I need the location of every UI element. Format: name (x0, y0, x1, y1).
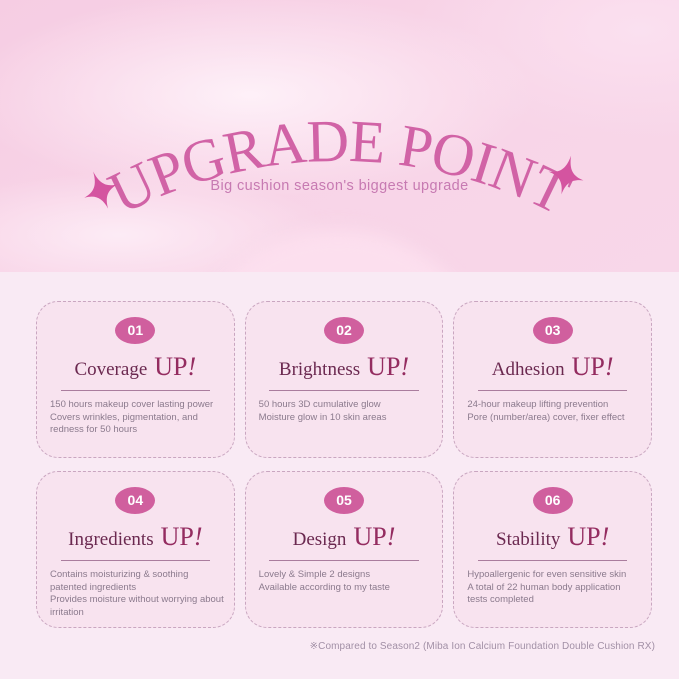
header-banner (0, 0, 679, 272)
card-title-text: Brightness (278, 359, 361, 380)
upgrade-card-stability (453, 471, 652, 628)
exclamation-mark: ! (600, 522, 610, 551)
card-title-text: Coverage (74, 359, 148, 380)
card-number-badge: 05 (324, 487, 364, 514)
card-title-text: Ingredients (68, 529, 154, 550)
card-description (246, 399, 443, 424)
description-line: Pore (number/area) cover, fixer effect (467, 411, 625, 423)
upgrade-card-ingredients (36, 471, 235, 628)
cards-grid (36, 301, 652, 628)
upgrade-card-adhesion (453, 301, 652, 458)
arched-title-graphic (0, 0, 679, 272)
comparison-disclaimer: ※Compared to Season2 (Miba Ion Calcium Foundation Double Cushion RX) (309, 641, 655, 652)
description-line: Moisture glow in 10 skin areas (258, 411, 387, 423)
card-title-text: Adhesion (491, 359, 565, 380)
description-line: 150 hours makeup cover lasting power (50, 399, 214, 411)
card-divider (269, 390, 418, 391)
description-line: A total of 22 human body application tests completed (467, 581, 621, 606)
description-line: 50 hours 3D cumulative glow (258, 399, 381, 411)
card-divider (478, 390, 627, 391)
exclamation-mark: ! (604, 352, 614, 381)
description-line: Available according to my taste (258, 581, 390, 593)
exclamation-mark: ! (193, 522, 203, 551)
description-line: Hypoallergenic for even sensitive skin (467, 569, 627, 581)
card-number-badge: 06 (533, 487, 573, 514)
exclamation-mark: ! (400, 352, 410, 381)
page-subtitle: Big cushion season's biggest upgrade (210, 178, 469, 194)
card-title-text: Stability (496, 529, 561, 550)
card-description (37, 399, 234, 437)
card-title (454, 521, 651, 552)
card-description (37, 569, 234, 619)
up-label: UP (567, 522, 601, 551)
up-label: UP (160, 522, 194, 551)
description-line: Contains moisturizing & soothing patented ingredients (50, 569, 189, 593)
card-divider (61, 390, 210, 391)
up-label: UP (367, 352, 401, 381)
card-title (37, 351, 234, 382)
up-label: UP (353, 522, 387, 551)
upgrade-card-brightness (245, 301, 444, 458)
upgrade-cards-section (0, 272, 679, 679)
description-line: 24-hour makeup lifting prevention (467, 399, 609, 411)
description-line: Covers wrinkles, pigmentation, and redness for 50 hours (50, 411, 198, 436)
card-title (454, 351, 651, 382)
description-line: Provides moisture without worrying about irritation (50, 594, 224, 618)
card-number-badge: 02 (324, 317, 364, 344)
card-description (454, 399, 651, 424)
card-description (246, 569, 443, 594)
card-title (246, 351, 443, 382)
card-number-badge: 01 (115, 317, 155, 344)
exclamation-mark: ! (386, 522, 396, 551)
up-label: UP (571, 352, 605, 381)
page-title: UPGRADE POINT (98, 107, 581, 227)
upgrade-card-coverage (36, 301, 235, 458)
card-description (454, 569, 651, 607)
up-label: UP (154, 352, 188, 381)
card-divider (478, 560, 627, 561)
exclamation-mark: ! (187, 352, 197, 381)
description-line: Lovely & Simple 2 designs (258, 569, 371, 581)
card-number-badge: 04 (115, 487, 155, 514)
card-number-badge: 03 (533, 317, 573, 344)
card-title (246, 521, 443, 552)
card-divider (61, 560, 210, 561)
card-title (37, 521, 234, 552)
card-title-text: Design (292, 529, 347, 550)
card-divider (269, 560, 418, 561)
upgrade-card-design (245, 471, 444, 628)
